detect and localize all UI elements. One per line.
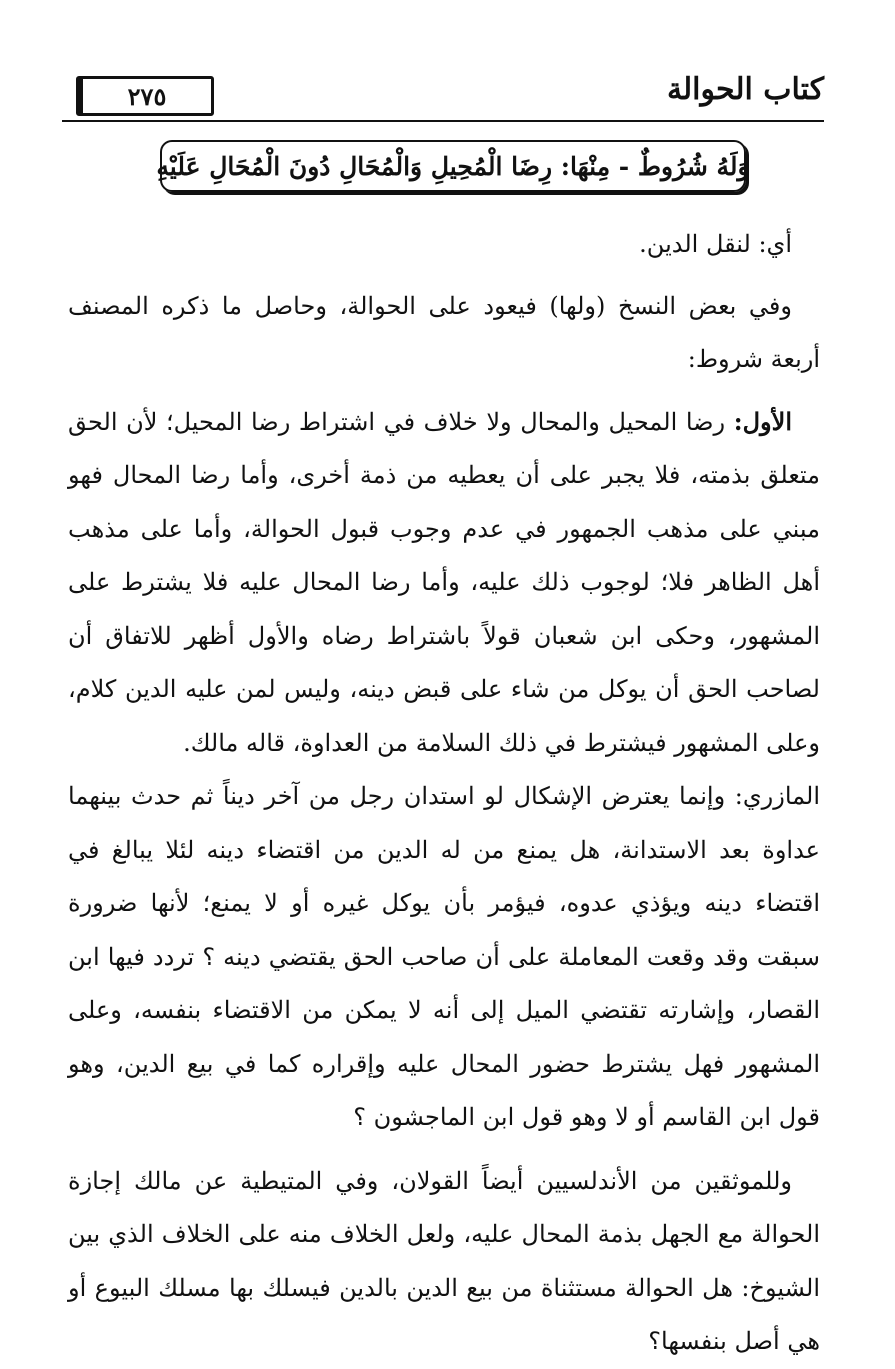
running-header: [62, 70, 824, 122]
paragraph-5: وللموثقين من الأندلسيين أيضاً القولان، وفي المتيطية عن مالك إجازة الحوالة مع الجهل بذمة المحال عليه، ولعل الخلاف منه على الخلاف الذي بين الشيوخ: هل الحوالة مستثناة من بيع الدين بالدين فيسلك بها مسلك البيوع أو هي أصل بنفسها؟: [68, 1166, 820, 1355]
matn-text: وَلَهُ شُرُوطٌ - مِنْهَا: رِضَا الْمُحِيلِ وَالْمُحَالِ دُونَ الْمُحَالِ عَلَيْهِ: [156, 151, 750, 181]
page-number-frame: [76, 76, 214, 116]
commentary-body: [68, 218, 820, 1369]
paragraph-3-label: الأول:: [733, 406, 792, 436]
paragraph-2: وفي بعض النسخ (ولها) فيعود على الحوالة، وحاصل ما ذكره المصنف أربعة شروط:: [68, 291, 820, 373]
matn-frame: [156, 140, 750, 192]
chapter-title: كتاب الحوالة: [666, 72, 824, 107]
paragraph-3: [68, 395, 820, 771]
paragraph-3-text: رضا المحيل والمحال ولا خلاف في اشتراط رضا المحيل؛ لأن الحق متعلق بذمته، فلا يجبر على أن يعطيه من ذمة أخرى، وأما رضا المحال فهو مبني على مذهب الجمهور في عدم وجوب قبول الحوالة، وأما على مذهب أهل الظاهر فلا؛ لوجوب ذلك عليه، وأما رضا المحال عليه فلا يشترط على المشهور، وحكى ابن شعبان قولاً باشتراط رضاه والأول أظهر للاتفاق أن لصاحب الحق أن يوكل من شاء على قبض دينه، وليس لمن عليه الدين كلام، وعلى المشهور فيشترط في ذلك السلامة من العداوة، قاله مالك.: [68, 407, 820, 757]
paragraph-4: المازري: وإنما يعترض الإشكال لو استدان رجل من آخر ديناً ثم حدث بينهما عداوة بعد الاستدانة، هل يمنع من له الدين من اقتضاء دينه لئلا يبالغ في اقتضاء دينه ويؤذي عدوه، فيؤمر بأن يوكل غيره أو لا يمنع؛ لأنها ضرورة سبقت وقد وقعت المعاملة على أن صاحب الحق يقتضي دينه ؟ تردد فيها ابن القصار، وإشارته تقتضي الميل إلى أنه لا يمكن من الاقتضاء بنفسه، وعلى المشهور فهل يشترط حضور المحال عليه وإقراره كما في بيع الدين، وهو قول ابن القاسم أو لا وهو قول ابن الماجشون ؟: [68, 782, 820, 1131]
paragraph-1: أي: لنقل الدين.: [639, 230, 792, 258]
header-rule: [62, 120, 824, 122]
page-number: ٢٧٥: [127, 81, 167, 111]
